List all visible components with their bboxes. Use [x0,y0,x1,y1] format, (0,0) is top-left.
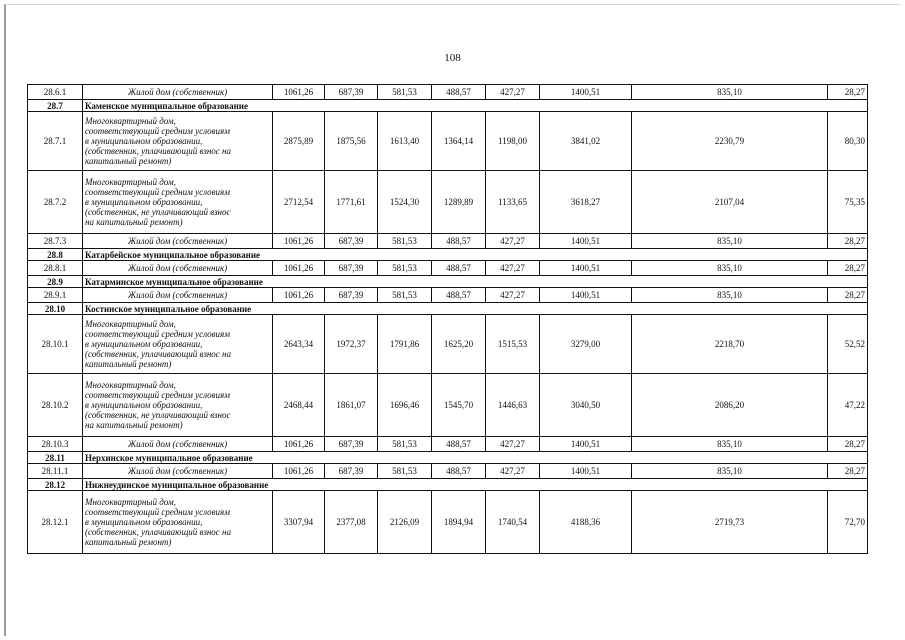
value-cell: 1400,51 [540,464,632,479]
value-cell: 2218,70 [632,315,828,374]
row-number: 28.9.1 [28,288,83,303]
section-number: 28.9 [28,276,83,288]
value-cell: 581,53 [378,437,432,452]
value-cell: 687,39 [325,437,378,452]
row-description: Многоквартирный дом, соответствующий средним условиям в муниципальном образовании, (собственник, уплачивающий взнос на капитальный ремонт) [83,112,273,171]
row-number: 28.12.1 [28,491,83,554]
value-cell: 1613,40 [378,112,432,171]
section-title: Нерхинское муниципальное образование [83,452,868,464]
value-cell: 1061,26 [273,288,325,303]
section-row [28,249,868,261]
value-cell: 28,27 [828,288,868,303]
value-cell: 427,27 [486,234,540,249]
value-cell: 1875,56 [325,112,378,171]
row-number: 28.6.1 [28,85,83,100]
section-title: Катарминское муниципальное образование [83,276,868,288]
section-title: Нижнеудинское муниципальное образование [83,479,868,491]
value-cell: 1446,63 [486,374,540,437]
section-title: Каменское муниципальное образование [83,100,868,112]
value-cell: 835,10 [632,288,828,303]
value-cell: 3841,02 [540,112,632,171]
table-row [28,464,868,479]
table-body [28,85,868,554]
value-cell: 2875,89 [273,112,325,171]
value-cell: 1061,26 [273,261,325,276]
row-description: Жилой дом (собственник) [83,288,273,303]
value-cell: 427,27 [486,464,540,479]
value-cell: 835,10 [632,85,828,100]
section-number: 28.7 [28,100,83,112]
value-cell: 1198,00 [486,112,540,171]
table-row [28,261,868,276]
section-row [28,276,868,288]
row-description: Жилой дом (собственник) [83,234,273,249]
row-description: Жилой дом (собственник) [83,85,273,100]
table-row [28,374,868,437]
value-cell: 1515,53 [486,315,540,374]
section-row [28,303,868,315]
row-number: 28.7.1 [28,112,83,171]
value-cell: 1133,65 [486,171,540,234]
value-cell: 687,39 [325,464,378,479]
table-row [28,112,868,171]
value-cell: 488,57 [432,288,486,303]
value-cell: 72,70 [828,491,868,554]
value-cell: 488,57 [432,437,486,452]
row-description: Многоквартирный дом, соответствующий средним условиям в муниципальном образовании, (собственник, уплачивающий взнос на капитальный ремонт) [83,491,273,554]
tariff-table [27,84,868,554]
section-number: 28.10 [28,303,83,315]
value-cell: 1545,70 [432,374,486,437]
row-description: Многоквартирный дом, соответствующий средним условиям в муниципальном образовании, (собственник, уплачивающий взнос на капитальный ремонт) [83,315,273,374]
value-cell: 687,39 [325,234,378,249]
section-number: 28.8 [28,249,83,261]
row-number: 28.8.1 [28,261,83,276]
value-cell: 1061,26 [273,437,325,452]
value-cell: 52,52 [828,315,868,374]
value-cell: 2643,34 [273,315,325,374]
value-cell: 488,57 [432,464,486,479]
row-number: 28.10.3 [28,437,83,452]
section-title: Костинское муниципальное образование [83,303,868,315]
value-cell: 1400,51 [540,437,632,452]
value-cell: 3618,27 [540,171,632,234]
row-number: 28.10.2 [28,374,83,437]
section-row [28,479,868,491]
row-description: Многоквартирный дом, соответствующий средним условиям в муниципальном образовании, (собственник, не уплачивающий взнос на капитальный ремонт) [83,171,273,234]
value-cell: 1625,20 [432,315,486,374]
value-cell: 1289,89 [432,171,486,234]
table-row [28,315,868,374]
value-cell: 2468,44 [273,374,325,437]
row-number: 28.11.1 [28,464,83,479]
value-cell: 1400,51 [540,85,632,100]
value-cell: 835,10 [632,234,828,249]
table-row [28,491,868,554]
table-row [28,171,868,234]
value-cell: 427,27 [486,85,540,100]
value-cell: 80,30 [828,112,868,171]
value-cell: 28,27 [828,234,868,249]
value-cell: 581,53 [378,85,432,100]
value-cell: 687,39 [325,261,378,276]
value-cell: 1972,37 [325,315,378,374]
value-cell: 1061,26 [273,85,325,100]
value-cell: 2712,54 [273,171,325,234]
value-cell: 28,27 [828,85,868,100]
value-cell: 427,27 [486,288,540,303]
value-cell: 835,10 [632,464,828,479]
value-cell: 581,53 [378,261,432,276]
value-cell: 1400,51 [540,261,632,276]
value-cell: 488,57 [432,261,486,276]
value-cell: 1771,61 [325,171,378,234]
table-row [28,437,868,452]
section-number: 28.12 [28,479,83,491]
value-cell: 47,22 [828,374,868,437]
value-cell: 2719,73 [632,491,828,554]
value-cell: 1400,51 [540,288,632,303]
section-title: Катарбейское муниципальное образование [83,249,868,261]
value-cell: 1861,07 [325,374,378,437]
value-cell: 1061,26 [273,234,325,249]
value-cell: 2126,09 [378,491,432,554]
value-cell: 1524,30 [378,171,432,234]
value-cell: 1894,94 [432,491,486,554]
section-row [28,100,868,112]
value-cell: 687,39 [325,85,378,100]
value-cell: 581,53 [378,234,432,249]
value-cell: 2377,08 [325,491,378,554]
page-number: 108 [444,52,461,64]
value-cell: 2107,04 [632,171,828,234]
value-cell: 3040,50 [540,374,632,437]
value-cell: 3307,94 [273,491,325,554]
value-cell: 581,53 [378,464,432,479]
value-cell: 3279,00 [540,315,632,374]
value-cell: 1400,51 [540,234,632,249]
value-cell: 1061,26 [273,464,325,479]
value-cell: 4188,36 [540,491,632,554]
table-row [28,85,868,100]
table-row [28,288,868,303]
value-cell: 1791,86 [378,315,432,374]
value-cell: 28,27 [828,464,868,479]
row-description: Многоквартирный дом, соответствующий средним условиям в муниципальном образовании, (собственник, не уплачивающий взнос на капитальный ремонт) [83,374,273,437]
value-cell: 1740,54 [486,491,540,554]
row-description: Жилой дом (собственник) [83,437,273,452]
value-cell: 488,57 [432,85,486,100]
row-number: 28.7.3 [28,234,83,249]
row-description: Жилой дом (собственник) [83,261,273,276]
value-cell: 2230,79 [632,112,828,171]
value-cell: 1696,46 [378,374,432,437]
value-cell: 835,10 [632,437,828,452]
section-number: 28.11 [28,452,83,464]
value-cell: 581,53 [378,288,432,303]
value-cell: 687,39 [325,288,378,303]
row-number: 28.7.2 [28,171,83,234]
value-cell: 28,27 [828,261,868,276]
value-cell: 75,35 [828,171,868,234]
value-cell: 835,10 [632,261,828,276]
table-row [28,234,868,249]
value-cell: 2086,20 [632,374,828,437]
value-cell: 427,27 [486,261,540,276]
row-description: Жилой дом (собственник) [83,464,273,479]
value-cell: 1364,14 [432,112,486,171]
row-number: 28.10.1 [28,315,83,374]
value-cell: 28,27 [828,437,868,452]
value-cell: 488,57 [432,234,486,249]
section-row [28,452,868,464]
value-cell: 427,27 [486,437,540,452]
